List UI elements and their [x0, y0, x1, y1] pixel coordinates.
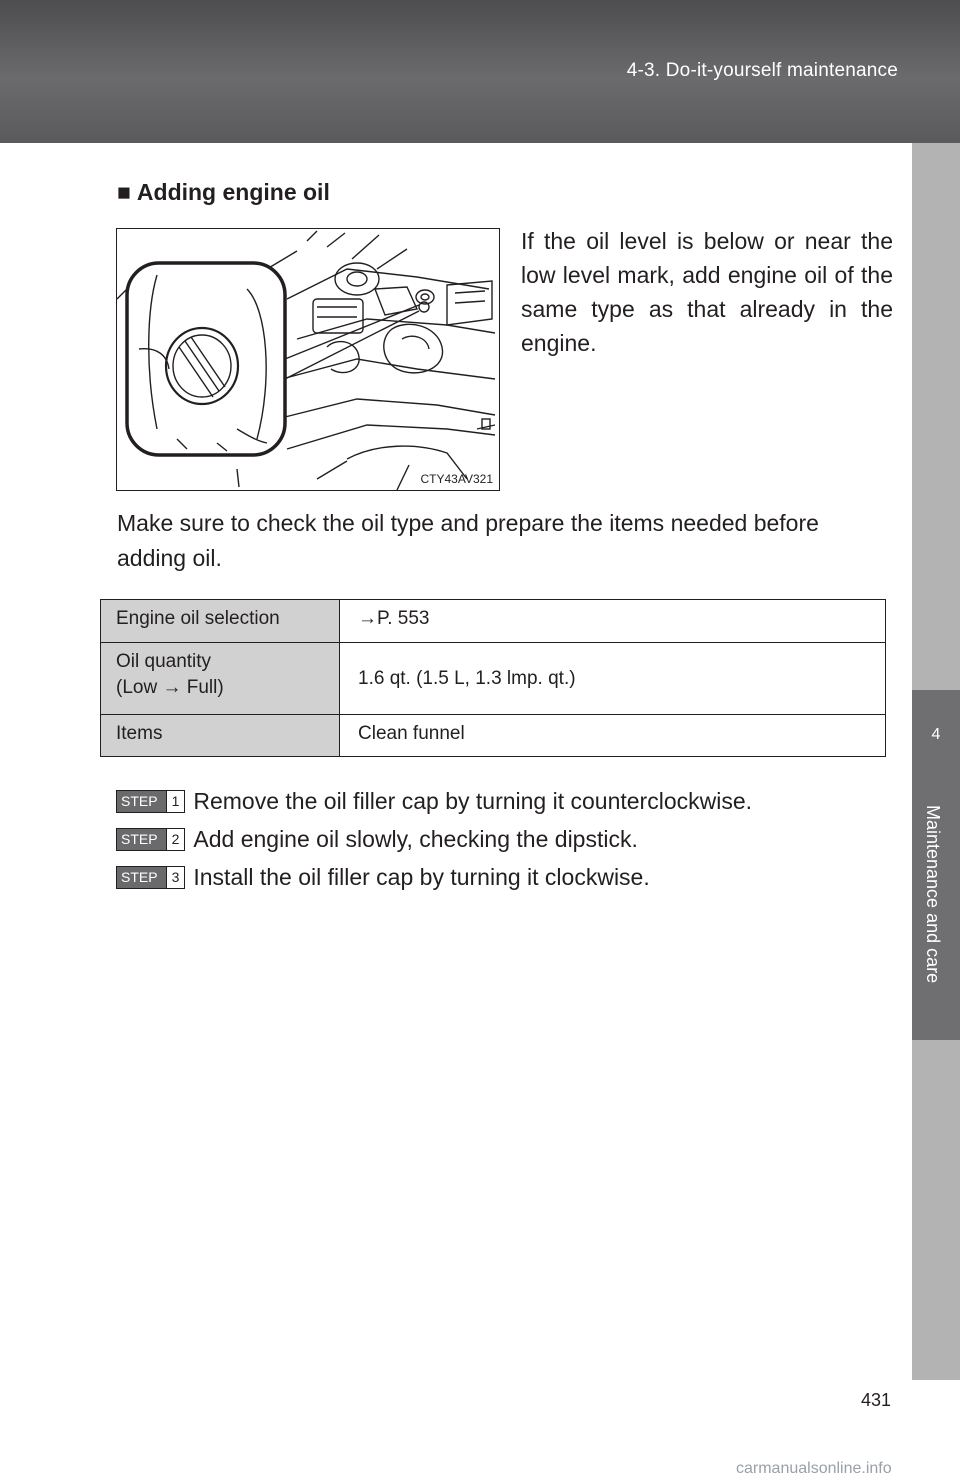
row-label-line: (Low → Full) — [116, 677, 224, 698]
chapter-title: Maintenance and care — [923, 805, 943, 984]
row-label — [101, 643, 340, 715]
oil-spec-table — [100, 599, 886, 757]
section-title: 4-3. Do-it-yourself maintenance — [626, 60, 898, 81]
step-word: STEP — [117, 791, 166, 812]
step-number: 1 — [166, 791, 185, 812]
step-text: Add engine oil slowly, checking the dipstick. — [193, 825, 638, 852]
step-item — [116, 782, 906, 820]
engine-illustration — [116, 228, 500, 491]
row-label: Items — [101, 715, 340, 757]
step-badge — [116, 790, 185, 813]
step-number: 2 — [166, 829, 185, 850]
figure-code: CTY43AV321 — [420, 472, 493, 486]
watermark: carmanualsonline.info — [736, 1460, 892, 1477]
row-label-line: Oil quantity — [116, 651, 212, 672]
step-badge — [116, 828, 185, 851]
step-item — [116, 820, 906, 858]
row-value: 1.6 qt. (1.5 L, 1.3 lmp. qt.) — [340, 643, 886, 715]
step-number: 3 — [166, 867, 185, 888]
table-row — [101, 715, 886, 757]
intro-paragraph: If the oil level is below or near the low level mark, add engine oil of the same type as that already in the engine. — [521, 228, 893, 356]
step-item — [116, 858, 906, 896]
section-heading — [117, 179, 330, 206]
table-row — [101, 643, 886, 715]
step-badge — [116, 866, 185, 889]
step-text: Remove the oil filler cap by turning it counterclockwise. — [193, 787, 753, 814]
step-list — [116, 782, 906, 896]
heading-marker: ■ — [117, 179, 131, 205]
row-value: →P. 553 — [340, 600, 886, 643]
step-word: STEP — [117, 829, 166, 850]
page-number: 431 — [861, 1390, 892, 1410]
row-label: Engine oil selection — [101, 600, 340, 643]
chapter-number: 4 — [931, 726, 941, 743]
heading-text: Adding engine oil — [136, 179, 330, 205]
note-paragraph: Make sure to check the oil type and prepare the items needed before adding oil. — [117, 510, 819, 571]
step-text: Install the oil filler cap by turning it clockwise. — [193, 863, 650, 890]
step-word: STEP — [117, 867, 166, 888]
table-row — [101, 600, 886, 643]
page-header — [0, 0, 960, 143]
row-value: Clean funnel — [340, 715, 886, 757]
oil-filler-cap-illustration — [117, 229, 499, 490]
